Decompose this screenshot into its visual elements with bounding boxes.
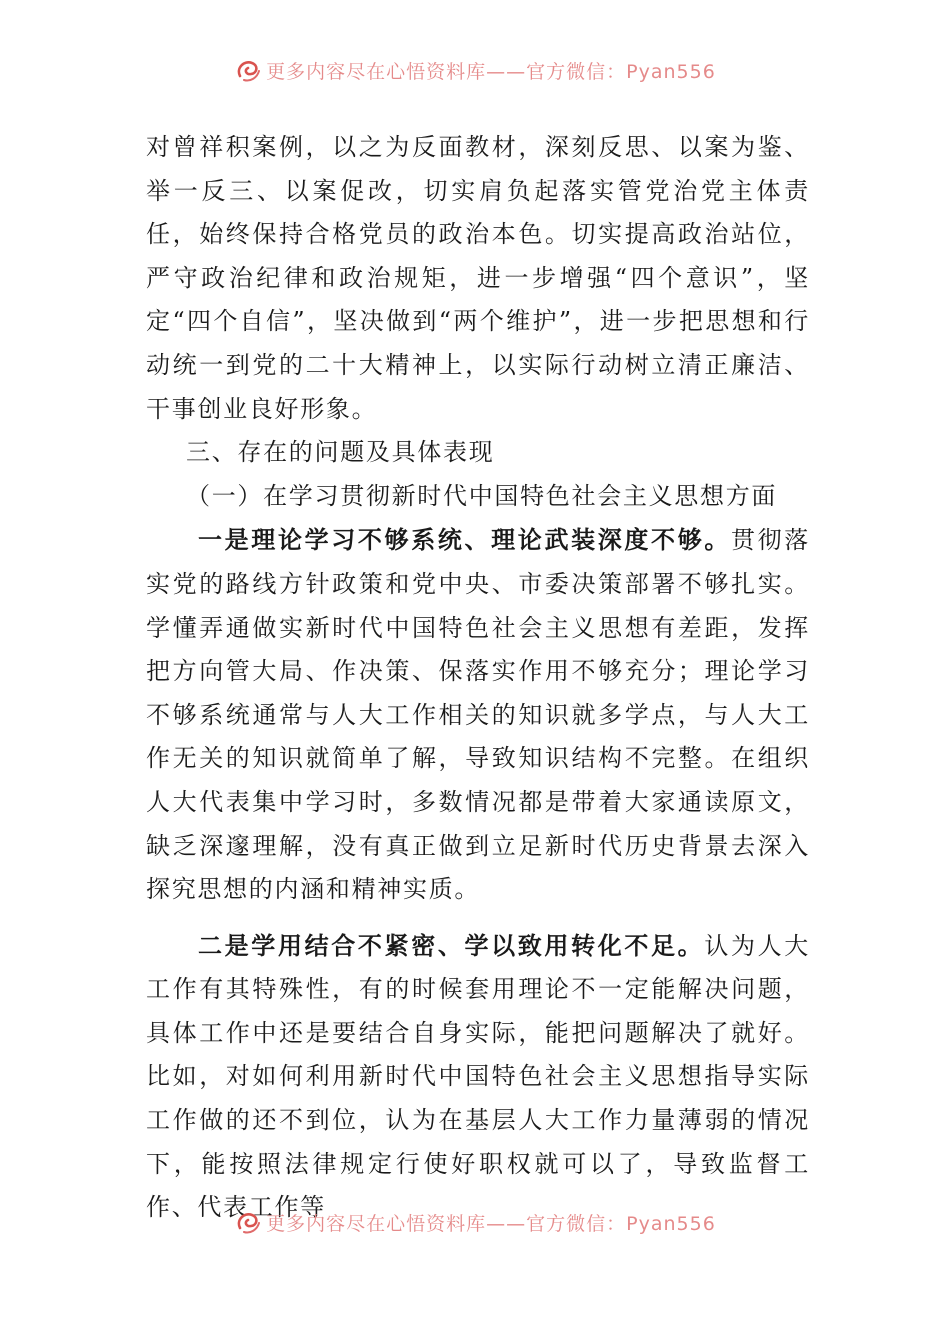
paragraph-lead: 二是学用结合不紧密、学以致用转化不足。 (198, 930, 705, 960)
section-heading (146, 431, 810, 475)
paragraph-text: 贯彻落实党的路线方针政策和党中央、市委决策部署不够扎实。学懂弄通做实新时代中国特色社会主义思想有差距，发挥把方向管大局、作决策、保落实作用不够充分；理论学习不够系统通常与人大工作相关的知识就多学点，与人大工作无关的知识就简单了解，导致知识结构不完整。在组织人大代表集中学习时，多数情况都是带着大家通读原文，缺乏深邃理解，没有真正做到立足新时代历史背景去深入探究思想的内涵和精神实质。 (146, 526, 810, 904)
paragraph-text: 对曾祥积案例，以之为反面教材，深刻反思、以案为鉴、举一反三、以案促改，切实肩负起落实管党治党主体责任，始终保持合格党员的政治本色。切实提高政治站位，严守政治纪律和政治规矩，进一步增强“四个意识”，坚定“四个自信”，坚决做到“两个维护”，进一步把思想和行动统一到党的二十大精神上，以实际行动树立清正廉洁、干事创业良好形象。 (146, 133, 810, 423)
subsection-heading-text: （一）在学习贯彻新时代中国特色社会主义思想方面 (186, 481, 778, 510)
paragraph-continuation (146, 126, 810, 431)
paragraph-lead: 一是理论学习不够系统、理论武装深度不够。 (198, 525, 731, 555)
swirl-logo-icon (234, 56, 262, 84)
watermark-text: 更多内容尽在心悟资料库——官方微信：Pyan556 (266, 1212, 716, 1235)
watermark-footer (0, 1202, 950, 1242)
paragraph-point-one (146, 518, 810, 911)
document-body (146, 126, 810, 1230)
watermark-header (0, 50, 950, 90)
paragraph-point-two (146, 924, 810, 1230)
subsection-heading (146, 475, 810, 519)
paragraph-text: 认为人大工作有其特殊性，有的时候套用理论不一定能解决问题，具体工作中还是要结合自身实际，能把问题解决了就好。比如，对如何利用新时代中国特色社会主义思想指导实际工作做的还不到位，认为在基层人大工作力量薄弱的情况下，能按照法律规定行使好职权就可以了，导致监督工作、代表工作等 (146, 931, 810, 1222)
section-heading-text: 三、存在的问题及具体表现 (186, 438, 495, 467)
watermark-text: 更多内容尽在心悟资料库——官方微信：Pyan556 (266, 60, 716, 83)
swirl-logo-icon (234, 1208, 262, 1236)
